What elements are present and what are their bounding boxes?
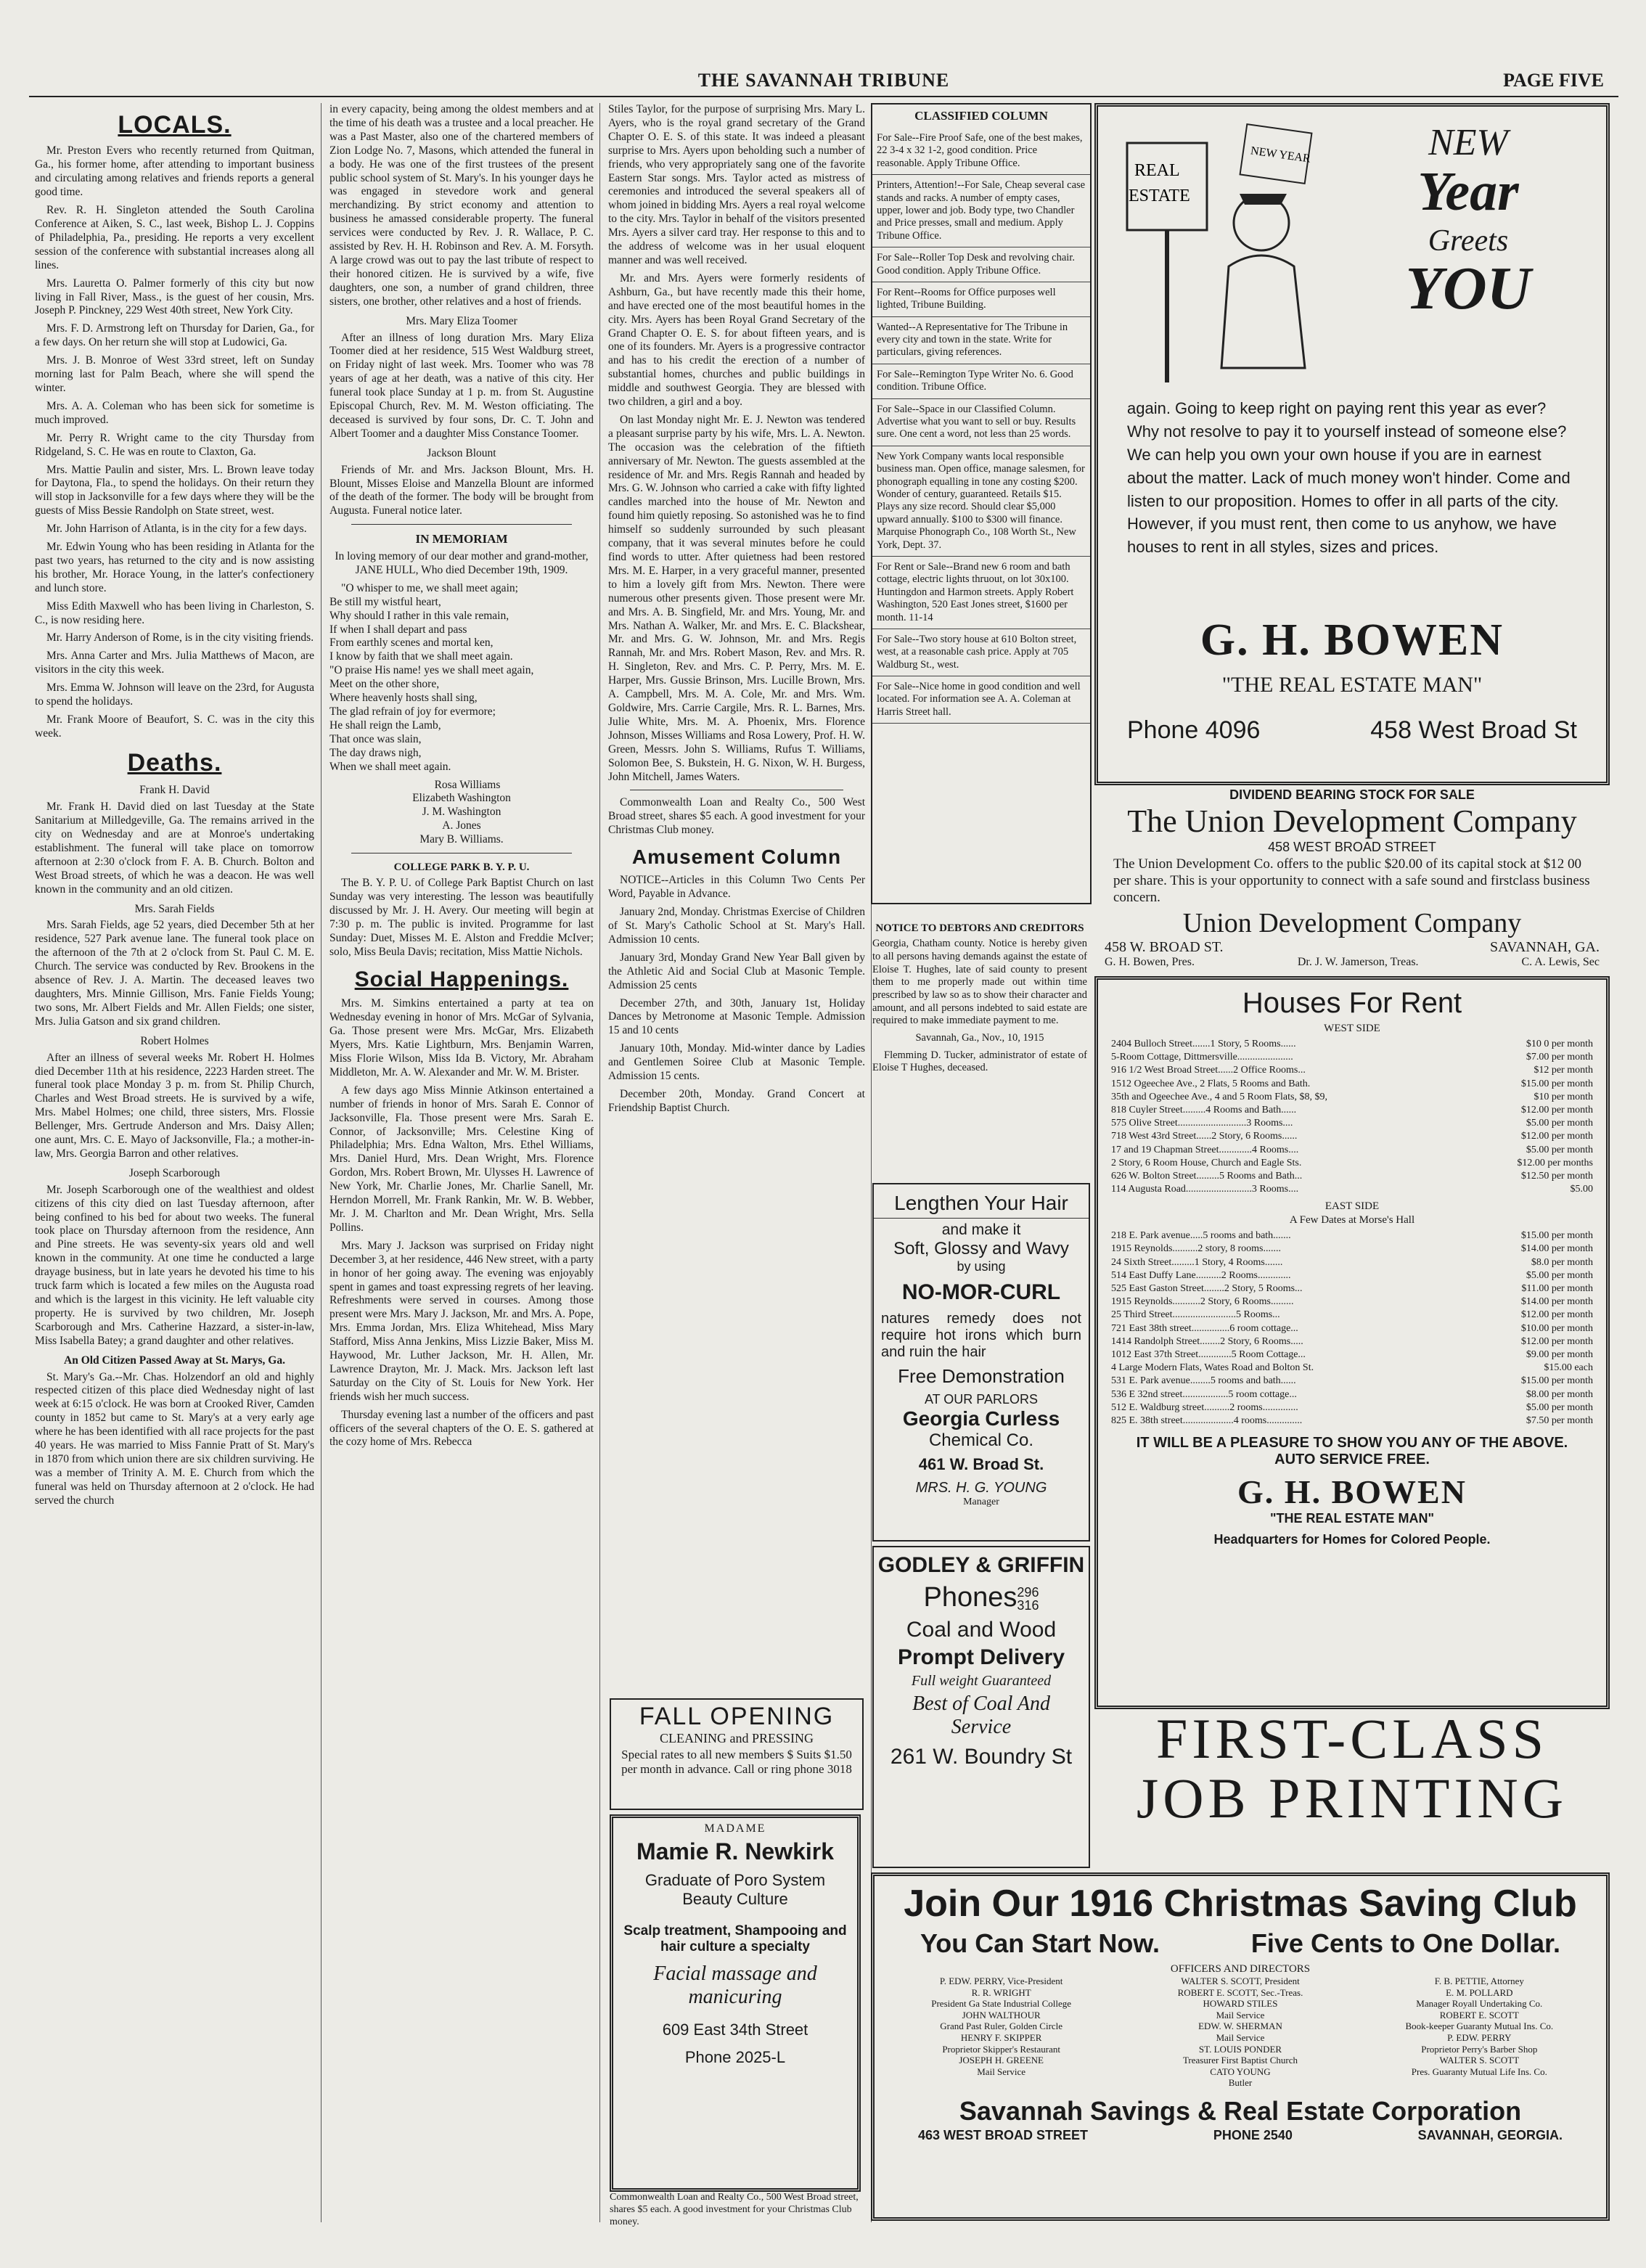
club-address: 463 WEST BROAD STREET [918, 2127, 1089, 2142]
divider [351, 524, 572, 525]
rent-pleasure: IT WILL BE A PLEASURE TO SHOW YOU ANY OF THE ABOVE. AUTO SERVICE FREE. [1136, 1435, 1568, 1468]
rent-listing-price: $12.00 per month [1520, 1131, 1593, 1142]
rent-listing-desc: 218 E. Park avenue.....5 rooms and bath....... [1111, 1230, 1291, 1242]
rent-listing-desc: 718 West 43rd Street......2 Story, 6 Rooms...... [1111, 1131, 1298, 1142]
rent-listing-price: $5.00 [1570, 1184, 1593, 1195]
rent-listing [1098, 1064, 1606, 1077]
rent-bowen-name: G. H. BOWEN [1237, 1473, 1467, 1511]
social-continued: Stiles Taylor, for the purpose of surprising Mrs. Mary L. Ayers, who is the royal grand secretary of the Grand Chapter O. E. S. of this state. It was indeed a pleasant surprise to Mrs. Ayers upon beholding such a number of friends, who very appropriately sang one of the favorite Eastern Star songs. Mrs. Taylor acted as mistress of ceremonies and introduced the several speakers all of whom joined in bidding Mrs. Ayers a real royal welcome to the city. Mrs. Taylor in behalf of the visitors presented Mrs. Ayers a silver card tray. Her response to this and to the address of welcome was in her usual eloquent manner and was well received. [608, 103, 865, 266]
newkirk-ad [610, 1814, 861, 2192]
club-officers-heading: OFFICERS AND DIRECTORS [1170, 1963, 1311, 1975]
amusement-item: December 20th, Monday. Grand Concert at Friendship Baptist Church. [608, 1087, 865, 1114]
social-item: Mr. and Mrs. Ayers were formerly residents of Ashburn, Ga., but have recently made this their home, and have erected one of the most beautiful homes in the city. Mrs. Ayers has been Royal Grand Secretary of the Grand Chapter O. E. S. for about fifteen years, and is one of its founders. Mr. Ayers is a progressive contractor and has to his credit the erection of a number of substantial homes, churches and public buildings in middle and southwest Georgia. They are blessed with two children, a girl and a boy. [608, 271, 865, 409]
newkirk-graduate: Graduate of Poro System Beauty Culture [644, 1871, 826, 1908]
rent-listing-desc: 35th and Ogeechee Ave., 4 and 5 Room Flats, $8, $9, [1111, 1091, 1327, 1102]
rent-listing-price: $7.00 per month [1526, 1052, 1593, 1063]
rent-listing-desc: 525 East Gaston Street........2 Story, 5 Rooms... [1111, 1283, 1303, 1294]
obituary-text: Mrs. Sarah Fields, age 52 years, died December 5th at her residence, 527 Park avenue lane. The funeral took place on the afternoon of the 7th at 2 o'clock from St. Paul C. M. E. Church. The service was conducted by Rev. Brookens in the absence of Rev. J. A. Martin. The deceased leaves two daughters, Mrs. Minnie Gillison, Mrs. Fanie Fields Young; two sons, Mr. Albert Fields and Mr. Allen Fields; one sister, Mrs. Julia Gatson and six grand children. [35, 919, 314, 1028]
rent-listing-desc: 2404 Bulloch Street.......1 Story, 5 Rooms...... [1111, 1039, 1296, 1049]
new-year-body: again. Going to keep right on paying rent this year as ever? Why not resolve to pay it to yourself instead of someone else? We can help you own your own house if you are in earnest about the matter. Lack of much money won't hinder. Come and listen to our proposition. Homes to offer in all parts of the city. However, if you must rent, then come to us anyhow, we have houses to rent in all styles, sizes and prices. [1127, 399, 1571, 557]
rent-listing-price: $5.00 per month [1526, 1401, 1593, 1413]
rent-listing [1098, 1348, 1606, 1362]
club-sub-left: You Can Start Now. [920, 1928, 1160, 1958]
rent-listing [1098, 1229, 1606, 1243]
notice-date: Savannah, Ga., Nov., 10, 1915 [915, 1032, 1044, 1044]
rent-listing [1098, 1038, 1606, 1051]
classified-ad: New York Company wants local responsible business man. Open office, manage salesmen, for phonograph equalling in tone any costing $200. Wonder of century, guaranteed. Retails $15. Plays any size record. Should clear $5,000 upward annually. $100 to $300 will finance. Marquise Phonograph Co., 108 Worth St., New York, Dept. 37. [872, 446, 1090, 557]
rent-listing-desc: 818 Cuyler Street.........4 Rooms and Bath...... [1111, 1104, 1297, 1115]
rent-listing-price: $14.00 per month [1520, 1243, 1593, 1255]
column-locals [35, 103, 314, 2233]
masthead [29, 65, 1618, 97]
rent-listing-desc: 626 W. Bolton Street.........5 Rooms and Bath... [1111, 1170, 1303, 1182]
rent-listing-price: $12.00 per month [1520, 1309, 1593, 1321]
classified-heading: CLASSIFIED COLUMN [914, 109, 1048, 123]
godley-phones [874, 1582, 1089, 1613]
amusement-item: January 2nd, Monday. Christmas Exercise of Children of St. Mary's Catholic School at St. Mary's Hall. Admission 10 cents. [608, 906, 865, 946]
newkirk-name: Mamie R. Newkirk [636, 1838, 835, 1864]
amusement-item: December 27th, and 30th, January 1st, Holiday Dances by Metronome at Masonic Temple. Admission 15 and 10 cents [608, 996, 865, 1037]
bowen-name: G. H. BOWEN [1200, 615, 1504, 665]
notice-text: Georgia, Chatham county. Notice is hereby given to all persons having demands against the estate of Eloise T. Hughes, late of said county to present them to me properly made out within time prescribed by law so as to show their character and amount, and all persons indebted to said estate are required to make immediate payment to me. [872, 938, 1087, 1027]
obituary-text: Friends of Mr. and Mrs. Jackson Blount, Mrs. H. Blount, Misses Eloise and Manzella Blount are informed of the death of the former. The body will be brought from Augusta. Funeral notice later. [329, 463, 594, 517]
rent-listing [1098, 1375, 1606, 1388]
rent-listing-desc: 1512 Ogeechee Ave., 2 Flats, 5 Rooms and Bath. [1111, 1078, 1311, 1089]
rent-listing-price: $12.00 per month [1520, 1335, 1593, 1347]
memoriam-poem: "O whisper to me, we shall meet again; Be still my wistful heart, Why should I rather in this vale remain, If when I shall depart and pass From earthly scenes and mortal ken, I know by faith that we shall meet again. "O praise His name! yes we shall meet again, Meet on the other shore, Where heavenly hosts shall sing, The glad refrain of joy for evermore; He shall reign the Lamb, That once was slain, The day draws nigh, When we shall meet again. [329, 581, 534, 773]
rent-listing-desc: 1012 East 37th Street.............5 Room Cottage... [1111, 1348, 1306, 1360]
rent-title: Houses For Rent [1242, 987, 1462, 1019]
local-item: Mrs. J. B. Monroe of West 33rd street, left on Sunday morning last for Palm Beach, where she will spend the winter. [35, 354, 314, 394]
obituary-name: Mrs. Mary Eliza Toomer [406, 314, 517, 327]
curl-chem: Chemical Co. [928, 1430, 1034, 1450]
new-year-ad [1094, 103, 1610, 785]
rent-listing [1098, 1256, 1606, 1269]
local-item: Mrs. Emma W. Johnson will leave on the 23rd, for Augusta to spend the holidays. [35, 681, 314, 708]
rent-listing-desc: 5-Room Cottage, Dittmersville...................... [1111, 1052, 1293, 1063]
memoriam-heading: IN MEMORIAM [415, 532, 508, 546]
rent-listing-price: $7.50 per month [1526, 1415, 1593, 1426]
rent-listing [1098, 1078, 1606, 1091]
rent-listing [1098, 1157, 1606, 1170]
classified-ad: Printers, Attention!--For Sale, Cheap several case stands and racks. A number of empty cases, upper, lower and job. Body type, two Chandler and Price presses, small and medium. Apply Tribune Office. [872, 175, 1090, 247]
column-obituaries [329, 103, 594, 2233]
curl-address: 461 W. Broad St. [918, 1455, 1044, 1473]
rent-listing [1098, 1269, 1606, 1282]
curl-demo: Free Demonstration [898, 1365, 1065, 1387]
rent-listing [1098, 1282, 1606, 1295]
obituary-name: An Old Citizen Passed Away at St. Marys, Ga. [64, 1354, 285, 1367]
obituary-name: Jackson Blount [427, 446, 496, 459]
amusement-item: January 10th, Monday. Mid-winter dance by Ladies and Gentlemen Soiree Club at Masonic Temple. Admission 15 cents. [608, 1042, 865, 1083]
bypu-heading: COLLEGE PARK B. Y. P. U. [393, 861, 530, 874]
commonwealth-notice: Commonwealth Loan and Realty Co., 500 West Broad street, shares $5 each. A good investment for your Christmas Club money. [608, 796, 865, 837]
newkirk-address: 609 East 34th Street [662, 2021, 808, 2039]
notice-heading: NOTICE TO DEBTORS AND CREDITORS [875, 922, 1084, 934]
obituary-name: Frank H. David [139, 784, 210, 797]
rent-listing-price: $10 per month [1534, 1091, 1593, 1102]
rent-listing-desc: 512 E. Waldburg street..........2 rooms.............. [1111, 1401, 1298, 1413]
rent-listing-price: $5.00 per month [1526, 1269, 1593, 1281]
rent-listing-desc: 1915 Reynolds...........2 Story, 6 Rooms......... [1111, 1296, 1294, 1308]
bowen-phone: Phone 4096 [1127, 716, 1261, 744]
rent-listing [1098, 1309, 1606, 1322]
rent-listing-desc: 17 and 19 Chapman Street.............4 Rooms.... [1111, 1144, 1299, 1155]
social-item: Thursday evening last a number of the officers and past officers of the several chapters of the O. E. S. gathered at the cozy home of Mrs. Rebecca [329, 1408, 594, 1449]
rent-listing-desc: 916 1/2 West Broad Street......2 Office Rooms... [1111, 1065, 1306, 1076]
rent-listing [1098, 1130, 1606, 1143]
local-item: Mr. Frank Moore of Beaufort, S. C. was in the city this week. [35, 713, 314, 740]
local-item: Mrs. A. A. Coleman who has been sick for sometime is much improved. [35, 399, 314, 426]
rent-bowen-tag: "THE REAL ESTATE MAN" [1269, 1511, 1435, 1526]
club-phone: PHONE 2540 [1213, 2127, 1293, 2142]
rent-listing-desc: 4 Large Modern Flats, Wates Road and Bolton St. [1111, 1362, 1314, 1374]
rent-listing-desc: 825 E. 38th street....................4 rooms.............. [1111, 1415, 1303, 1426]
godley-phone-2: 316 [1017, 1597, 1039, 1613]
godley-weight: Full weight Guaranteed [911, 1673, 1052, 1689]
bowen-address: 458 West Broad St [1370, 716, 1577, 744]
newkirk-phone: Phone 2025-L [684, 2048, 786, 2066]
rent-listing-price: $15.00 each [1544, 1362, 1593, 1374]
rent-listing [1098, 1415, 1606, 1428]
classified-ad: For Sale--Fire Proof Safe, one of the best makes, 22 3-4 x 32 1-2, good condition. Price reasonable. Apply Tribune Office. [872, 128, 1090, 175]
rent-listing [1098, 1091, 1606, 1104]
rent-listing-price: $14.00 per month [1520, 1296, 1593, 1308]
rent-listing-price: $12.00 per month [1520, 1104, 1593, 1115]
amusement-item: January 3rd, Monday Grand New Year Ball given by the Athletic Aid and Social Club at Masonic Temple. Admission 25 cents [608, 951, 865, 991]
notice-signature: Flemming D. Tucker, administrator of estate of Eloise T Hughes, deceased. [872, 1049, 1087, 1074]
obituary-text: After an illness of long duration Mrs. Mary Eliza Toomer died at her residence, 515 West Waldburg street, on Friday night of last week. Mrs. Toomer who was 78 years of age at her death, was a native of this city. Her funeral took place Sunday at 1 p. m. from St. Augustine Episcopal Church, Rev. M. M. Weston officiating. The deceased is survived by four sons, Dr. C. T. John and Albert Toomer and a daughter Miss Constance Toomer. [329, 331, 594, 440]
fall-opening-body: Special rates to all new members $ Suits $1.50 per month in advance. Call or ring phone 3018 [621, 1748, 852, 1776]
rent-listing [1098, 1243, 1606, 1256]
classified-ad: For Sale--Roller Top Desk and revolving chair. Good condition. Apply Tribune Office. [872, 247, 1090, 282]
local-item: Mr. Edwin Young who has been residing in Atlanta for the past two years, has returned to the city and is now assisting his brother, Mr. Horace Young, in the latter's confectionery and lunch store. [35, 541, 314, 594]
rent-east-sub: A Few Dates at Morse's Hall [1289, 1214, 1415, 1227]
column-rule [599, 103, 600, 2222]
curl-company: Georgia Curless [902, 1407, 1060, 1430]
bowen-tag: "THE REAL ESTATE MAN" [1221, 673, 1483, 697]
newspaper-page [29, 65, 1618, 2243]
rent-listing-desc: 531 E. Park avenue........5 rooms and bath...... [1111, 1375, 1296, 1387]
godley-phone-1: 296 [1017, 1584, 1039, 1600]
newkirk-scalp: Scalp treatment, Shampooing and hair culture a specialty [623, 1923, 847, 1954]
rent-listing-price: $15.00 per month [1520, 1078, 1593, 1089]
sign-text: ESTATE [1129, 187, 1190, 205]
curl-line: and make it [941, 1221, 1021, 1238]
real-estate-illustration [1113, 121, 1330, 390]
sign-text: NEW YEAR [1250, 144, 1311, 165]
club-sub-right: Five Cents to One Dollar. [1250, 1928, 1561, 1958]
obituary-text: After an illness of several weeks Mr. Robert H. Holmes died December 11th at his residence, 2223 Harden street. The funeral took place Monday 3 p. m. from St. Philip Church, Charles and West Broad streets. He is survived by a wife, Mrs. Mabel Holmes; one child, three sisters, Mrs. Flossie Bellenger, Mrs. Gertrude Anderson and Mrs. Daisy Allen; one aunt, Mrs. C. E. Mayo of Jacksonville, Fla.; a mother-in-law, Mrs. Georgia Barron and other relatives. [35, 1051, 314, 1160]
rent-listing-desc: 575 Olive Street...........................3 Rooms.... [1111, 1118, 1293, 1129]
christmas-club-ad [871, 1872, 1610, 2221]
union-development-ad [1094, 787, 1610, 969]
godley-griffin-ad [872, 1546, 1090, 1868]
godley-phones-label: Phones [923, 1582, 1018, 1613]
godley-service: Service [951, 1716, 1012, 1738]
club-corp-name: Savannah Savings & Real Estate Corporation [959, 2095, 1522, 2126]
club-officers-col: F. B. PETTIE, Attorney E. M. POLLARD Manager Royall Undertaking Co. ROBERT E. SCOTT Book-keeper Guaranty Mutual Ins. Co. P. EDW. PERRY Proprietor Perry's Barber Shop WALTER S. SCOTT Pres. Guaranty Mutual Life Ins. Co. [1405, 1976, 1554, 2077]
union-street: 458 WEST BROAD STREET [1268, 840, 1436, 854]
rent-east-heading: EAST SIDE [1324, 1200, 1380, 1213]
godley-prompt: Prompt Delivery [897, 1645, 1065, 1669]
rent-west-list [1098, 1038, 1606, 1196]
godley-coal: Coal and Wood [906, 1618, 1057, 1642]
local-item: Mrs. Anna Carter and Mrs. Julia Matthews of Macon, are visitors in the city this week. [35, 650, 314, 676]
no-mor-curl-ad [872, 1183, 1090, 1542]
amusement-heading: Amusement Column [631, 846, 842, 869]
rent-listing-price: $11.00 per month [1521, 1283, 1593, 1294]
rent-listing [1098, 1051, 1606, 1064]
rent-listing-desc: 514 East Duffy Lane..........2 Rooms............. [1111, 1269, 1291, 1281]
club-officers-col: WALTER S. SCOTT, President ROBERT E. SCOTT, Sec.-Treas. HOWARD STILES Mail Service EDW. W. SHERMAN Mail Service ST. LOUIS PONDER Treasurer First Baptist Church CATO YOUNG Butler [1177, 1976, 1303, 2089]
curl-heading: Lengthen Your Hair [874, 1192, 1089, 1219]
deaths-heading: Deaths. [127, 748, 222, 777]
obituary-continued: in every capacity, being among the oldest members and at the time of his death was a trustee and a local preacher. He was a Past Master, also one of the chartered members of Zion Lodge No. 7, Masons, which attended the funeral in a body. He was one of the first trustees of the present public school system of St. Mary's. In his younger days he was engaged in stevedore work and general merchandizing. By strict economy and attention to business he amassed considerable property. The funeral services were conducted by Rev. J. R. Wallace, P. C. assisted by Rev. H. H. Robinson and Rev. A. M. Forsyth. A large crowd was out to pay the last tribute of respect to their honored citizen. He is survived by a wife, five daughters, one son, a number of grand children, three sisters, one brother, other relatives and a host of friends. [329, 103, 594, 308]
new-year-you: YOU [1405, 255, 1531, 322]
rent-listing-desc: 1915 Reynolds..........2 story, 8 rooms....... [1111, 1243, 1281, 1255]
obituary-name: Mrs. Sarah Fields [134, 902, 215, 915]
memoriam-signatures: Rosa Williams Elizabeth Washington J. M. Washington A. Jones Mary B. Williams. [412, 778, 511, 846]
newspaper-title: THE SAVANNAH TRIBUNE [697, 70, 950, 91]
rent-listing [1098, 1117, 1606, 1130]
godley-address: 261 W. Boundry St [890, 1745, 1073, 1769]
newkirk-madame: MADAME [704, 1822, 766, 1835]
amusement-notice: NOTICE--Articles in this Column Two Cents Per Word, Payable in Advance. [608, 874, 865, 901]
obituary-text: Mr. Joseph Scarborough one of the wealthiest and oldest citizens of this city died on last Tuesday afternoon, after being confined to his bed for about two weeks. The funeral took place on Thursday afternoon from the residence, Ann and Pine streets. He was seventy-six years old and well known in the community. At one time he conducted a large drayage business, but in late years he devoted his time to his truck farm which is located a few miles on the Augusta road and which is the largest in this vicinity. He left valuable city property. He is survived by two children, Mr. Joseph Scarborough and Mrs. Catherine Hazzard, a sister-in-law, Miss Isabella Batey; a grand daughter and other relatives. [35, 1183, 314, 1347]
rent-listing-price: $8.0 per month [1531, 1256, 1593, 1268]
rent-listing [1098, 1401, 1606, 1415]
union-name-2: Union Development Company [1182, 908, 1522, 939]
union-president: G. H. Bowen, Pres. [1105, 956, 1195, 969]
curl-body: natures remedy does not require hot irons which burn and ruin the hair [881, 1311, 1081, 1360]
obituary-text: St. Mary's Ga.--Mr. Chas. Holzendorf an old and highly respected citizen of this place died Wednesday night of last week at 6:15 o'clock. He was born at Crooked River, Camden county in 1852 but came to St. Mary's at a very early age where he has been identified with all race projects for the past 40 years. He was married to Miss Fannie Pratt of St. Mary's in 1870 from which union there are six children surviving. He was a member of Trinity A. M. E. Church from which the funeral was held on Thursday afternoon at 2 o'clock. He had served the church [35, 1370, 314, 1507]
column-society [608, 103, 865, 1366]
social-heading: Social Happenings. [354, 967, 569, 991]
local-item: Mr. John Harrison of Atlanta, is in the city for a few days. [46, 523, 307, 536]
rent-listing [1098, 1104, 1606, 1117]
social-item: Mrs. M. Simkins entertained a party at tea on Wednesday evening in honor of Mrs. McGar of Sylvania, Ga. Those present were Mrs. McGar, Mrs. Elizabeth Myers, Mrs. Katie Lightburn, Mrs. Benjamin Warren, Miss Florie Wilson, Miss Ida B. Victory, Mr. Abraham Middleton, Mr. A. W. Alexander and Mr. W. M. Brister. [329, 997, 594, 1078]
page-number: PAGE FIVE [1503, 70, 1604, 91]
printing-line-1: FIRST-CLASS [1156, 1707, 1548, 1770]
rent-listing-desc: 114 Augusta Road..........................3 Rooms.... [1111, 1184, 1299, 1195]
rent-listing-price: $8.00 per month [1526, 1388, 1593, 1400]
newkirk-facial: Facial massage and manicuring [653, 1962, 817, 2008]
rent-east-list [1098, 1229, 1606, 1428]
club-city: SAVANNAH, GEORGIA. [1417, 2127, 1563, 2142]
fall-opening-title: FALL OPENING [639, 1703, 835, 1730]
fall-opening-ad [610, 1698, 864, 1810]
union-secretary: C. A. Lewis, Sec [1521, 956, 1600, 969]
rent-listing [1098, 1335, 1606, 1348]
rent-listing-desc: 536 E 32nd street..................5 room cottage... [1111, 1388, 1297, 1400]
local-item: Mr. Harry Anderson of Rome, is in the city visiting friends. [46, 631, 314, 644]
union-address-left: 458 W. BROAD ST. [1105, 939, 1224, 956]
obituary-name: Joseph Scarborough [128, 1166, 221, 1179]
rent-listing-price: $5.00 per month [1526, 1144, 1593, 1155]
rent-listing [1098, 1144, 1606, 1157]
curl-at: AT OUR PARLORS [924, 1392, 1039, 1407]
union-address-right: SAVANNAH, GA. [1490, 939, 1600, 956]
social-item: A few days ago Miss Minnie Atkinson entertained a number of friends in honor of Mrs. Sarah E. Connor of Jacksonville, Fla. Those present were Mrs. Sarah E. Connor, of Jacksonville; Mrs. Celestine King of Philadelphia; Mrs. Edna Walton, Mrs. Ethel Williams, Mrs. Daniel Hurd, Mrs. Dean Wright, Mrs. Florence Gordon, Mrs. Robert Brown, Mr. Ulysses H. Lawrence of New York, Mr. Charlie Jones, Mr. Charlie Sanell, Mr. Herndon Morrell, Mr. Frank Rankin, Mr. W. B. Webber, Mr. J. M. Charlton and Mr. Dean Wright, Mrs. Sella Pollins. [329, 1084, 594, 1234]
locals-heading: LOCALS. [118, 111, 232, 139]
classified-ad: For Sale--Remington Type Writer No. 6. Good condition. Tribune Office. [872, 364, 1090, 399]
rent-listing-desc: 721 East 38th street...............6 room cottage... [1111, 1322, 1298, 1334]
social-item: On last Monday night Mr. E. J. Newton was tendered a pleasant surprise party by his wife, Mrs. L. A. Newton. The occasion was the celebration of the fiftieth anniversary of Mr. Newton. The guests assembled at the residence of Mr. and Mrs. Regis Rannah and headed by Mrs. G. W. Johnson who carried a cake with fifty lighted candles marched into the house of Mr. Newton and found him quietly reposing. So astonished was he to find himself so suddenly surrounded by such pleasant company, that it was several minutes before he could find words to utter. After quietness had been restored Mrs. M. E. Harper, in a very graceful manner, presented to him a lovely gift from Mrs. Newton. There were numerous other presents given. Those present were Mr. and Mrs. A. B. Singfield, Mr. and Mrs. Young, Mr. and Mrs. Nathan A. Walker, Mr. and Mrs. E. C. Blackshear, Mr. and Mrs. G. W. Johnson, Mr. and Mrs. Regis Rannah, Mr. and Mrs. Robert Mason, Rev. and Mrs. R. H. Singleton, Rev. and Mrs. C. P. Perry, Mrs. M. E. Harper, Mrs. Gussie Brinson, Mrs. Lucille Brown, Mrs. A. Campbell, Mrs. M. A. Cole, Mr. and Mrs. Wm. Goldwire, Mrs. Carrie Cargile, Mrs. R. L. Barnes, Mrs. Julie White, Mrs. M. A. Phoenix, Mrs. Florence Johnson, Misses Williams and Rosa Lowery, Prof. H. W. Green, Messrs. John S. Williams, Rufus T. Williams, Solomon Bee, S. Bukstein, H. G. Nixon, W. H. Burgess, John Mitchell, James Waters. [608, 413, 865, 783]
curl-line: by using [957, 1259, 1006, 1274]
rent-listing [1098, 1183, 1606, 1196]
union-body: The Union Development Co. offers to the public $20.00 of its capital stock at $12 00 per share. This is your opportunity to connect with a safe sound and firstclass business concern. [1113, 856, 1590, 905]
godley-best: Best of Coal And [912, 1692, 1051, 1715]
godley-name: GODLEY & GRIFFIN [877, 1553, 1085, 1577]
union-treasurer: Dr. J. W. Jamerson, Treas. [1297, 956, 1419, 969]
rent-listing-price: $15.00 per month [1520, 1230, 1593, 1242]
curl-brand: NO-MOR-CURL [901, 1280, 1061, 1304]
rent-listing [1098, 1322, 1606, 1335]
rent-listing [1098, 1170, 1606, 1183]
curl-manager-name: MRS. H. G. YOUNG [915, 1480, 1047, 1496]
classified-column [871, 103, 1092, 904]
rent-listing-desc: 2 Story, 6 Room House, Church and Eagle Sts. [1111, 1157, 1302, 1168]
commonwealth-bottom: Commonwealth Loan and Realty Co., 500 West Broad street, shares $5 each. A good investment for your Christmas Club money. [610, 2192, 859, 2227]
curl-manager: Manager [963, 1497, 999, 1507]
rent-listing-desc: 25 Third Street.........................5 Rooms... [1111, 1309, 1280, 1321]
obituary-text: Mr. Frank H. David died on last Tuesday at the State Sanitarium at Milledgeville, Ga. The remains arrived in the city on Wednesday and are at Monroe's undertaking establishment. The funeral will take place on tomorrow afternoon at 2:30 o'clock from F. A. B. Church. Bolton and West Broad streets, of which he was a deacon. He was well known in the community and an old citizen. [35, 801, 314, 896]
classified-ad: For Rent or Sale--Brand new 6 room and bath cottage, electric lights thruout, on lot 30x100. Huntingdon and Harmon streets. Apply Robert Washington, 520 East Jones street, $1600 per month. 11-14 [872, 557, 1090, 629]
rent-listing [1098, 1388, 1606, 1401]
local-item: Mr. Perry R. Wright came to the city Thursday from Ridgeland, S. C. He was en route to Claxton, Ga. [35, 431, 314, 458]
obituary-name: Robert Holmes [140, 1034, 209, 1047]
local-item: Mrs. Lauretta O. Palmer formerly of this city but now living in Fall River, Mass., is the guest of her cousin, Mrs. Joseph P. Pinckney, 229 West 40th street, New York City. [35, 277, 314, 317]
rent-listing-price: $12.50 per month [1520, 1170, 1593, 1182]
bypu-text: The B. Y. P. U. of College Park Baptist Church on last Sunday was very interesting. The lesson was beautifully discussed by Mr. J. H. Avery. Our meeting will begin at 7:30 p. m. The public is invited. Programme for last Sunday: Duet, Misses M. E. Alston and Freddie McIver; solo, Miss Beula Davis; recitation, Miss Mattie Nichols. [329, 877, 594, 958]
rent-headquarters: Headquarters for Homes for Colored People. [1213, 1532, 1491, 1547]
rent-listing-price: $12.00 per months [1517, 1157, 1593, 1168]
rent-listing-price: $15.00 per month [1520, 1375, 1593, 1387]
sign-text: REAL [1134, 161, 1180, 180]
union-top: DIVIDEND BEARING STOCK FOR SALE [1229, 787, 1475, 802]
fall-opening-sub: CLEANING and PRESSING [659, 1731, 814, 1745]
rent-listing-price: $12 per month [1534, 1065, 1593, 1076]
new-year-greets: Greets [1428, 224, 1509, 258]
club-officers-col: P. EDW. PERRY, Vice-President R. R. WRIGHT President Ga State Industrial College JOHN WALTHOUR Grand Past Ruler, Golden Circle HENRY F. SKIPPER Proprietor Skipper's Restaurant JOSEPH H. GREENE Mail Service [931, 1976, 1072, 2077]
rent-west-heading: WEST SIDE [1324, 1023, 1380, 1034]
rent-listing-price: $5.00 per month [1526, 1118, 1593, 1129]
column-rule [321, 103, 322, 2222]
classified-ad: Wanted--A Representative for The Tribune in every city and town in the state. Write for particulars, giving references. [872, 317, 1090, 364]
local-item: Mrs. Mattie Paulin and sister, Mrs. L. Brown leave today for Daytona, Fla., to spend the holidays. On their return they will stop in Jacksonville for a few days where they will be the guests of Miss Bessie Randolph on State street, west. [35, 463, 314, 517]
classified-ad: For Sale--Space in our Classified Column. Advertise what you want to sell or buy. Results sure. One cent a word, not less than 25 words. [872, 399, 1090, 446]
club-title: Join Our 1916 Christmas Saving Club [904, 1883, 1577, 1925]
new-year-year: Year [1417, 161, 1519, 222]
union-name: The Union Development Company [1127, 803, 1577, 839]
local-item: Mr. Preston Evers who recently returned from Quitman, Ga., his former home, after attending to important business and circulating among relatives and friends reports a general good time. [35, 144, 314, 199]
debtors-notice [872, 914, 1087, 1176]
rent-listing-price: $9.00 per month [1526, 1348, 1593, 1360]
rent-listing [1098, 1362, 1606, 1375]
rent-listing-desc: 1414 Randolph Street........2 Story, 6 Rooms..... [1111, 1335, 1303, 1347]
memoriam-intro: In loving memory of our dear mother and grand-mother, JANE HULL, Who died December 19th, 1909. [335, 550, 589, 576]
houses-for-rent-ad [1094, 976, 1610, 1709]
local-item: Rev. R. H. Singleton attended the South Carolina Conference at Aiken, S. C., last week, Bishop L. J. Coppins of Philadelphia, Pa., presiding. He reports a very excellent session of the conference with substantial increases along all lines. [35, 204, 314, 271]
rent-listing [1098, 1295, 1606, 1309]
printing-line-2: JOB PRINTING [1136, 1766, 1568, 1830]
classified-ad: For Rent--Rooms for Office purposes well lighted, Tribune Building. [872, 282, 1090, 317]
classified-ad: For Sale--Two story house at 610 Bolton street, west, at a reasonable cash price. Apply at 705 Waldburg St., west. [872, 629, 1090, 676]
local-item: Miss Edith Maxwell who has been living in Charleston, S. C., is now residing here. [35, 599, 314, 626]
rent-listing-price: $10.00 per month [1520, 1322, 1593, 1334]
curl-line: Soft, Glossy and Wavy [893, 1239, 1069, 1258]
local-item: Mrs. F. D. Armstrong left on Thursday for Darien, Ga., for a few days. On her return she will stop at Ludowici, Ga. [35, 322, 314, 349]
new-year-new: NEW [1428, 122, 1508, 163]
social-item: Mrs. Mary J. Jackson was surprised on Friday night December 3, at her residence, 446 New street, with a party in honor of her going away. The evening was enjoyably spent in games and toast expressing regrets of her leaving. Refreshments were served in courses. Among those present were Mrs. Mary J. Jackson, Mr. and Mrs. A. Pope, Mrs. Emma Jordan, Mrs. Eliza Whitehead, Miss Mary Stafford, Miss Anna Jenkins, Miss Lizzie Baker, Miss M. Haywood, Mr. Luther Jackson, Mr. H. Allen, Mr. Lawrence Drayton, Mr. J. Mack. Mrs. Jackson left last Saturday on the City of St. Louis for New York. Her friends wish her much success. [329, 1239, 594, 1403]
rent-listing-price: $10 0 per month [1526, 1039, 1593, 1049]
job-printing-ad [1094, 1709, 1610, 1828]
classified-ad: For Sale--Nice home in good condition and well located. For information see A. A. Coleman at Harris Street hall. [872, 676, 1090, 724]
rent-listing-desc: 24 Sixth Street.........1 Story, 4 Rooms....... [1111, 1256, 1283, 1268]
